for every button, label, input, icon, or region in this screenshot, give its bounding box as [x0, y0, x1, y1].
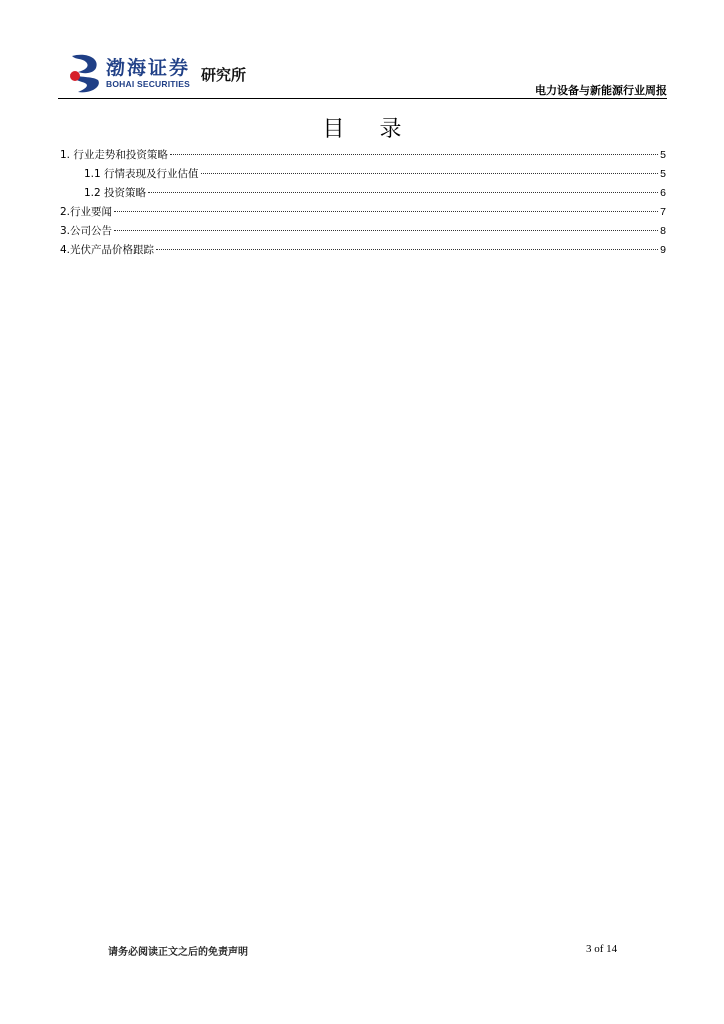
- toc-leader-dots: [114, 211, 658, 212]
- toc-entry[interactable]: [60, 146, 666, 165]
- toc-entry-label: 4.光伏产品价格跟踪: [60, 244, 155, 256]
- header-divider: [58, 98, 667, 99]
- toc-entry-label: 1.2 投资策略: [84, 187, 147, 199]
- logo-institute: 研究所: [201, 66, 247, 84]
- footer-page-number: 3 of 14: [586, 943, 618, 955]
- toc-entry-page: 8: [660, 225, 666, 237]
- toc-entry[interactable]: [60, 203, 666, 222]
- report-type: 电力设备与新能源行业周报: [535, 84, 667, 97]
- toc-leader-dots: [201, 173, 659, 174]
- toc-entry[interactable]: [60, 241, 666, 260]
- logo-english-name: BOHAI SECURITIES: [106, 79, 190, 89]
- toc-leader-dots: [156, 249, 658, 250]
- bohai-logo-icon: [66, 52, 102, 94]
- table-of-contents: [60, 146, 666, 260]
- toc-entry[interactable]: [60, 222, 666, 241]
- toc-leader-dots: [114, 230, 658, 231]
- toc-leader-dots: [148, 192, 658, 193]
- toc-entry-page: 7: [660, 206, 666, 218]
- toc-title: 目 录: [322, 117, 416, 142]
- toc-leader-dots: [170, 154, 658, 155]
- toc-entry-page: 5: [660, 168, 666, 180]
- logo-chinese-name: 渤海证券: [106, 57, 191, 79]
- toc-entry-label: 1.1 行情表现及行业估值: [84, 168, 199, 180]
- toc-entry-page: 6: [660, 187, 666, 199]
- toc-entry[interactable]: [60, 184, 666, 203]
- toc-entry-label: 1. 行业走势和投资策略: [60, 149, 168, 161]
- toc-entry-page: 9: [660, 244, 666, 256]
- footer-disclaimer: 请务必阅读正文之后的免责声明: [108, 947, 248, 958]
- toc-entry-label: 3.公司公告: [60, 225, 113, 237]
- toc-entry-label: 2.行业要闻: [60, 206, 113, 218]
- toc-entry-page: 5: [660, 149, 666, 161]
- company-logo: [66, 52, 266, 94]
- toc-entry[interactable]: [60, 165, 666, 184]
